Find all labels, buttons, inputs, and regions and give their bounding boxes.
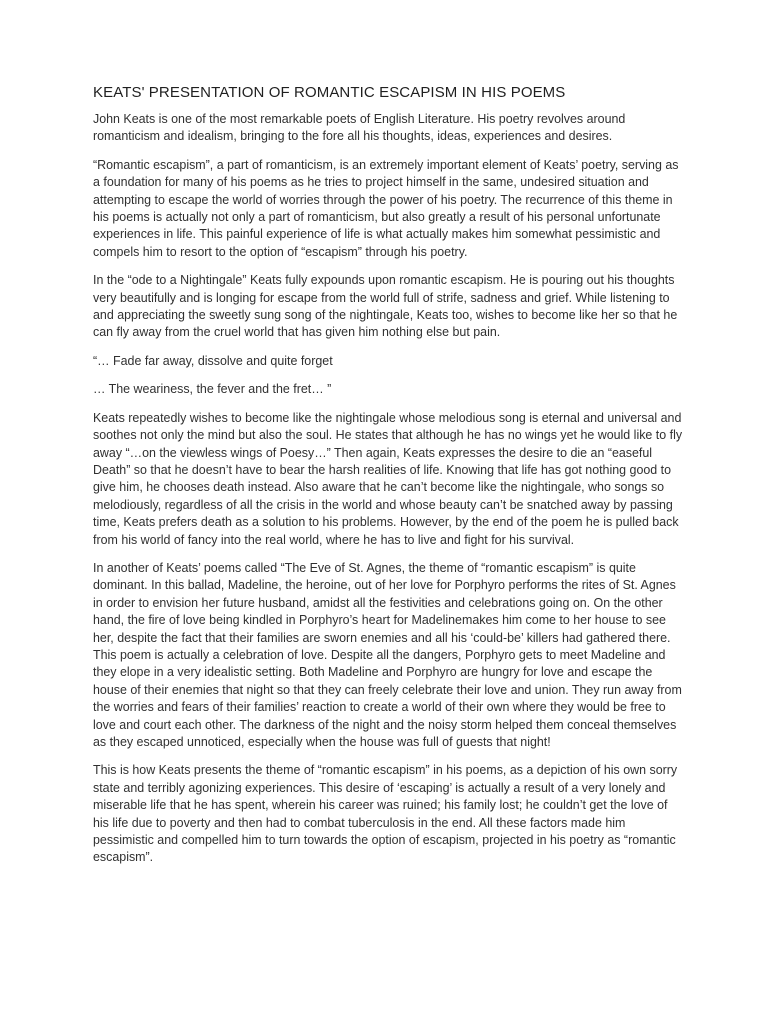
paragraph-intro: John Keats is one of the most remarkable poets of English Literature. His poetry revolves around romanticism and idealism, bringing to the fore all his thoughts, ideas, experiences and desires. (93, 112, 626, 144)
document-page (93, 84, 683, 878)
paragraph-nightingale: In the “ode to a Nightingale” Keats fully expounds upon romantic escapism. He is pouring out his thoughts very beautifully and is longing for escape from the world full of strife, sadness and grief. While listening to and appreciating the sweetly sung song of the nightingale, Keats too, wishes to become like her so that he can fly away from the cruel world that has given him nothing else but pain. (93, 273, 678, 340)
quote-line-2: … The weariness, the fever and the fret… ” (93, 382, 332, 397)
paragraph-romantic-escapism: “Romantic escapism”, a part of romanticism, is an extremely important element of Keats’ poetry, serving as a foundation for many of his poems as he tries to project himself in the same, undesired situation and attempting to escape the world of worries through the power of his poetry. The recurrence of this theme in his poems is actually not only a part of romanticism, but also greatly a result of his personal unfortunate experiences in life. This painful experience of life is what actually makes him somewhat pessimistic and compels him to resort to the option of “escapism” through his poetry. (93, 157, 679, 259)
quote-line-1: “… Fade far away, dissolve and quite forget (93, 353, 333, 368)
paragraph-eve-of-st-agnes: In another of Keats’ poems called “The Eve of St. Agnes, the theme of “romantic escapism” is quite dominant. In this ballad, Madeline, the heroine, out of her love for Porphyro performs the rites of St. Agnes in order to envision her future husband, amidst all the festivities and celebrations going on. On the other hand, the fire of love being kindled in Porphyro’s heart for Madelinemakes him come to her house to see her, despite the fact that their families are sworn enemies and all his ‘could-be’ killers had gathered there. This poem is actually a celebration of love. Despite all the dangers, Porphyro gets to meet Madeline and they elope in a very idealistic setting. Both Madeline and Porphyro are hungry for love and escape the house of their enemies that night so that they can freely celebrate their love and union. They run away from the worries and fears of their families’ reaction to create a world of their own where they would be free to love and court each other. The darkness of the night and the noisy storm helped them conceal themselves as they escaped unnoticed, especially when the house was full of guests that night! (93, 560, 682, 749)
paragraph-conclusion: This is how Keats presents the theme of “romantic escapism” in his poems, as a depiction of his own sorry state and terribly agonizing experiences. This desire of ‘escaping’ is actually a result of a very lonely and miserable life that he has spent, wherein his career was ruined; his family lost; he couldn’t get the love of his life due to poverty and then had to combat tuberculosis in the end. All these factors made him pessimistic and compelled him to turn towards the option of escapism, projected in his poetry as “romantic escapism”. (93, 763, 678, 865)
paragraph-nightingale-wish: Keats repeatedly wishes to become like the nightingale whose melodious song is eternal and universal and soothes not only the mind but also the soul. He states that although he has no wings yet he would like to fly away “…on the viewless wings of Poesy…” Then again, Keats expresses the desire to die an “easeful Death” so that he doesn’t have to bear the harsh realities of life. Knowing that life has got nothing good to give him, he chooses death instead. Also aware that he can’t become like the nightingale, who songs so melodiously, regardless of all the crisis in the world and whose beauty can’t be snatched away by passing time, Keats prefers death as a solution to his problems. However, by the end of the poem he is pulled back from his world of fancy into the real world, where he has to live and fight for his survival. (93, 410, 683, 547)
document-title: KEATS' PRESENTATION OF ROMANTIC ESCAPISM IN HIS POEMS (93, 84, 566, 101)
